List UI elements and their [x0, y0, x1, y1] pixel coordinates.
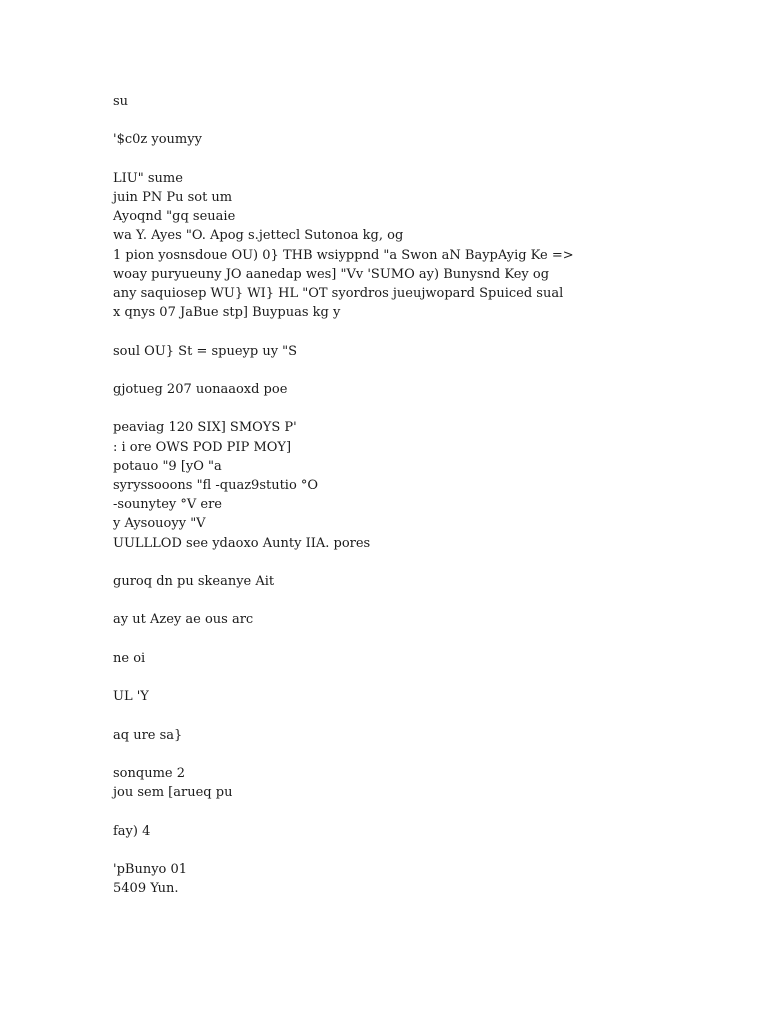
text-line: soul OU} St = spueyp uy "S: [113, 343, 298, 359]
paragraph: [113, 860, 753, 898]
paragraph: [113, 649, 753, 668]
paragraph: [113, 610, 753, 629]
text-line: 'pBunyo 01: [113, 861, 188, 877]
text-line: ne oi: [113, 650, 146, 666]
text-line: Ayoqnd "gq seuaie: [113, 209, 236, 225]
text-line: gjotueg 207 uonaaoxd poe: [113, 381, 288, 397]
paragraph: [113, 92, 753, 111]
text-line: woay puryueuny JO aanedap wes] "Vv 'SUMO ay) Bunysnd Key og: [113, 266, 550, 282]
paragraph: [113, 726, 753, 745]
text-line: 1 pion yosnsdoue OU) 0} THB wsiyppnd "a Swon aN BaypAyig Ke =>: [113, 247, 574, 263]
text-line: juin PN Pu sot um: [113, 189, 233, 205]
text-line: potauo "9 [yO "a: [113, 458, 222, 474]
text-line: su: [113, 94, 129, 109]
paragraph: [113, 572, 753, 591]
paragraph: [113, 687, 753, 706]
text-line: x qnys 07 JaBue stp] Buypuas kg y: [113, 305, 341, 321]
text-line: wa Y. Ayes "O. Apog s.jettecl Sutonoa kg, og: [113, 228, 404, 244]
text-line: ay ut Azey ae ous arc: [113, 612, 254, 628]
paragraph: [113, 418, 753, 552]
text-line: LIU" sume: [113, 170, 183, 186]
text-line: peaviag 120 SIX] SMOYS P': [113, 420, 297, 436]
text-line: fay) 4: [113, 823, 151, 839]
paragraph: [113, 342, 753, 361]
text-line: -sounytey °V ere: [113, 497, 222, 513]
text-line: UULLLOD see ydaoxo Aunty IIA. pores: [113, 535, 371, 551]
text-line: jou sem [arueq pu: [113, 785, 233, 801]
paragraph: [113, 822, 753, 841]
paragraph: [113, 130, 753, 149]
document-body: [113, 92, 753, 918]
text-line: '$c0z youmyy: [113, 132, 202, 148]
text-line: UL 'Y: [113, 689, 149, 705]
text-line: y Aysouoyy "V: [113, 516, 206, 532]
text-line: guroq dn pu skeanye Ait: [113, 573, 275, 589]
text-line: syryssooons "fl -quaz9stutio °O: [113, 477, 319, 493]
text-line: aq ure sa}: [113, 727, 183, 743]
paragraph: [113, 169, 753, 323]
paragraph: [113, 764, 753, 802]
text-line: sonqume 2: [113, 765, 185, 781]
paragraph: [113, 380, 753, 399]
text-line: : i ore OWS POD PIP MOY]: [113, 439, 292, 455]
text-line: 5409 Yun.: [113, 881, 179, 897]
text-line: any saquiosep WU} WI} HL "OT syordros jueujwopard Spuiced sual: [113, 286, 564, 301]
